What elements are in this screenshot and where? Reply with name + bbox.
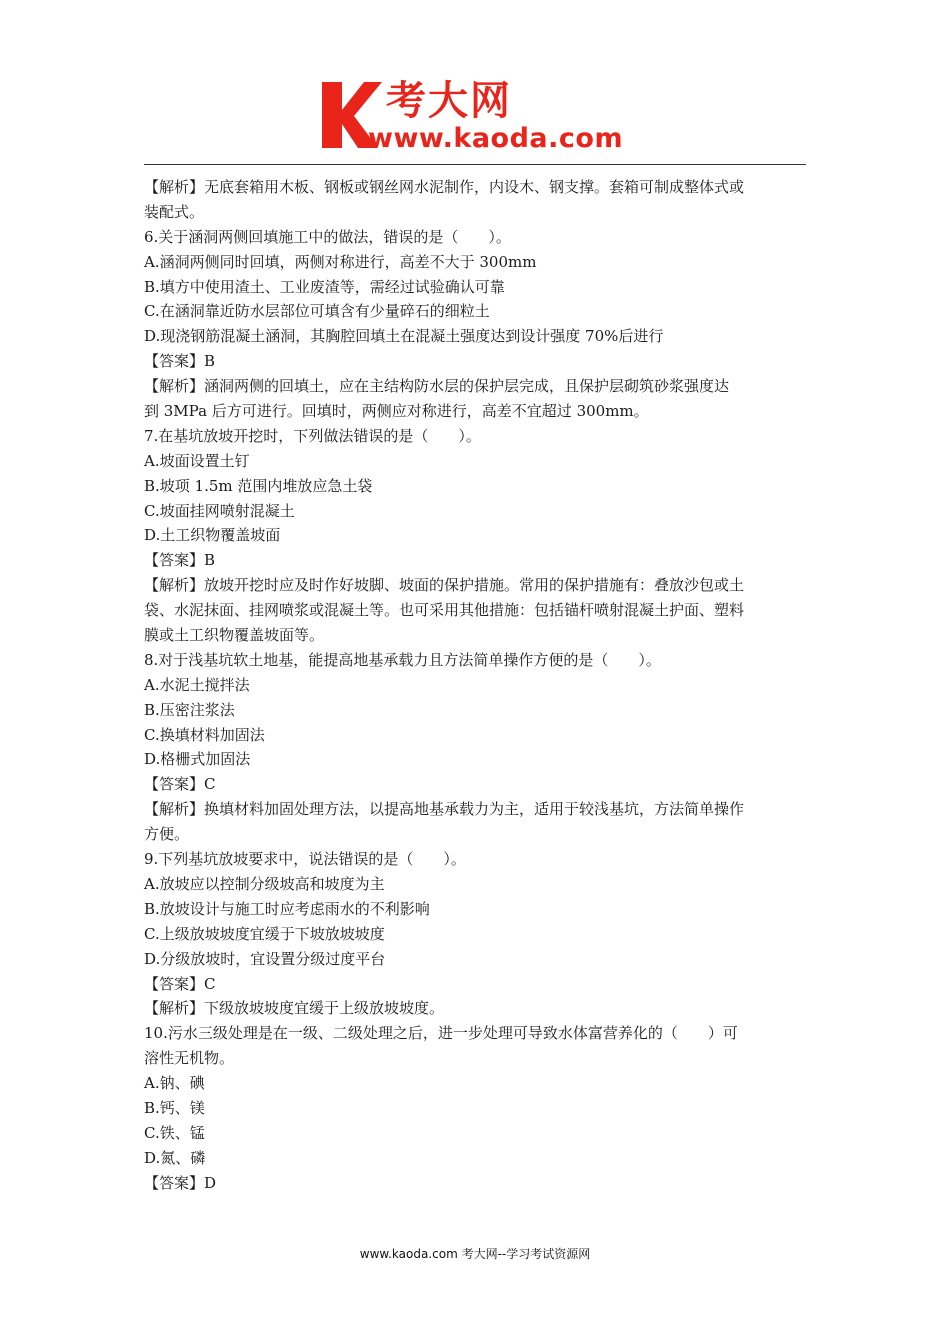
text-line: C.上级放坡坡度宜缓于下坡放坡坡度 [144,924,385,943]
text-line: D.格栅式加固法 [144,750,251,769]
text-line: D.现浇钢筋混凝土涵洞，其胸腔回填土在混凝土强度达到设计强度 70%后进行 [144,327,664,346]
text-line: 方便。 [144,825,190,844]
text-line: D.土工织物覆盖坡面 [144,526,281,545]
text-line: D.氮、磷 [144,1148,206,1167]
text-line: B.压密注浆法 [144,700,235,719]
text-line: B.钙、镁 [144,1098,205,1117]
text-line: 装配式。 [144,202,205,221]
header-divider [144,164,806,165]
logo-url-text: www.kaoda.com [368,123,624,154]
text-line: 【解析】换填材料加固处理方法，以提高地基承载力为主，适用于较浅基坑，方法简单操作 [144,800,745,819]
text-line: C.换填材料加固法 [144,725,265,744]
text-line: B.坡项 1.5m 范围内堆放应急土袋 [144,476,373,495]
text-line: C.铁、锰 [144,1123,205,1142]
text-line: 【解析】放坡开挖时应及时作好坡脚、坡面的保护措施。常用的保护措施有：叠放沙包或土 [144,576,745,595]
text-line: A.钠、碘 [144,1074,205,1093]
page-footer: www.kaoda.com 考大网--学习考试资源网 [359,1247,591,1261]
text-line: 袋、水泥抹面、挂网喷浆或混凝土等。也可采用其他措施：包括锚杆喷射混凝土护面、塑料 [144,601,745,620]
text-line: C.坡面挂网喷射混凝土 [144,501,295,520]
text-line: 8.对于浅基坑软土地基，能提高地基承载力且方法简单操作方便的是（ ）。 [144,650,661,669]
text-line: A.放坡应以控制分级坡高和坡度为主 [144,874,385,893]
text-line: B.填方中使用渣土、工业废渣等，需经过试验确认可靠 [144,277,505,296]
text-line: A.水泥土搅拌法 [144,675,250,694]
text-line: 【答案】C [144,775,216,794]
text-line: 【答案】B [144,352,216,371]
text-line: A.涵洞两侧同时回填，两侧对称进行，高差不大于 300mm [144,252,537,271]
text-line: A.坡面设置土钉 [144,451,250,470]
text-line: 膜或土工织物覆盖坡面等。 [144,626,325,645]
text-line: D.分级放坡时，宜设置分级过度平台 [144,949,386,968]
text-line: C.在涵洞靠近防水层部位可填含有少量碎石的细粒土 [144,302,490,321]
text-line: 7.在基坑放坡开挖时，下列做法错误的是（ ）。 [144,426,481,445]
kaoda-logo [318,78,638,160]
text-line: 溶性无机物。 [144,1049,235,1068]
logo-brand-text: 考大网 [386,78,512,124]
text-line: 【解析】下级放坡坡度宜缓于上级放坡坡度。 [144,999,445,1018]
text-line: 【解析】无底套箱用木板、钢板或钢丝网水泥制作，内设木、钢支撑。套箱可制成整体式或 [144,178,745,196]
text-line: 10.污水三级处理是在一级、二级处理之后，进一步处理可导致水体富营养化的（ ）可 [144,1024,738,1043]
text-line: 到 3MPa 后方可进行。回填时，两侧应对称进行，高差不宜超过 300mm。 [144,402,649,421]
text-line: 【答案】D [144,1173,217,1192]
text-line: 【答案】B [144,551,216,570]
text-line: 【答案】C [144,974,216,993]
text-line: 6.关于涵洞两侧回填施工中的做法，错误的是（ ）。 [144,227,511,246]
document-body [144,175,808,1196]
text-line: B.放坡设计与施工时应考虑雨水的不利影响 [144,899,430,918]
text-line: 【解析】涵洞两侧的回填土，应在主结构防水层的保护层完成，且保护层砌筑砂浆强度达 [144,377,730,396]
text-line: 9.下列基坑放坡要求中，说法错误的是（ ）。 [144,850,466,869]
